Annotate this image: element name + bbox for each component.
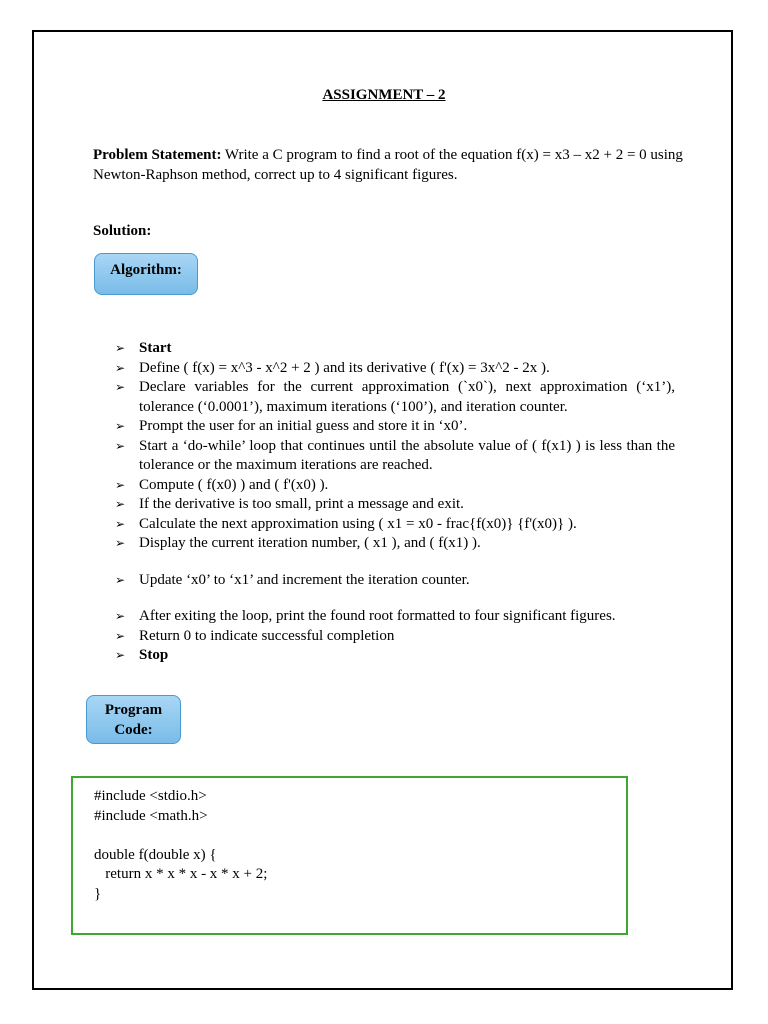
algorithm-step (115, 534, 675, 554)
algorithm-step (115, 417, 675, 437)
algorithm-step-text: Prompt the user for an initial guess and store it in ‘x0’. (139, 418, 468, 434)
arrow-bullet-icon: ➢ (115, 497, 126, 511)
algorithm-step-text: Display the current iteration number, ( x1 ), and ( f(x1) ). (139, 535, 481, 551)
problem-statement-text: Write a C program to find a root of the equation f(x) = x3 – x2 + 2 = 0 using Newton-Raphson method, correct up to 4 significant figures. (93, 147, 683, 183)
algorithm-step (115, 378, 675, 417)
algorithm-step (115, 476, 675, 496)
code-block (71, 776, 628, 935)
arrow-bullet-icon: ➢ (115, 628, 126, 643)
code-line (94, 826, 626, 846)
algorithm-step-text: Start a ‘do-while’ loop that continues until the absolute value of ( f(x1) ) is less than the tolerance or the maximum iterations are reached. (139, 437, 675, 473)
arrow-bullet-icon: ➢ (115, 572, 126, 587)
algorithm-step-text: Calculate the next approximation using ( x1 = x0 - frac{f(x0)} {f'(x0)} ). (139, 515, 577, 532)
arrow-bullet-icon: ➢ (115, 648, 126, 662)
code-line: } (94, 885, 102, 902)
code-line: #include <math.h> (94, 807, 208, 824)
arrow-bullet-icon: ➢ (115, 609, 126, 623)
algorithm-step (115, 571, 675, 591)
algorithm-step (115, 646, 675, 666)
code-line: #include <stdio.h> (94, 788, 207, 804)
algorithm-step-text: If the derivative is too small, print a message and exit. (139, 496, 464, 512)
arrow-bullet-icon: ➢ (115, 438, 126, 453)
algorithm-step (115, 339, 675, 359)
arrow-bullet-icon: ➢ (115, 536, 126, 550)
algorithm-step-text: Stop (139, 647, 169, 663)
algorithm-step-text: Start (139, 340, 172, 356)
algorithm-step (115, 515, 675, 535)
algorithm-step-text: Define ( f(x) = x^3 - x^2 + 2 ) and its derivative ( f'(x) = 3x^2 - 2x ). (139, 359, 550, 376)
arrow-bullet-icon: ➢ (115, 477, 126, 492)
algorithm-label-box (94, 253, 198, 295)
program-code-label-line: Program (104, 701, 163, 718)
arrow-bullet-icon: ➢ (115, 380, 126, 394)
program-code-label (105, 700, 162, 740)
code-line: return x * x * x - x * x + 2; (94, 866, 268, 882)
code-line: double f(double x) { (94, 846, 217, 863)
assignment-title: ASSIGNMENT – 2 (322, 87, 446, 103)
arrow-bullet-icon: ➢ (115, 341, 126, 355)
program-code-label-line: Code: (114, 721, 153, 738)
algorithm-step-text: After exiting the loop, print the found root formatted to four significant figures. (139, 608, 616, 624)
program-code-label-box (86, 695, 181, 744)
algorithm-step-text: Declare variables for the current approximation (`x0`), next approximation (‘x1’), tolerance (‘0.0001’), maximum iterations (‘100’), and iteration counter. (139, 379, 675, 415)
algorithm-step (115, 437, 675, 476)
arrow-bullet-icon: ➢ (115, 360, 126, 375)
algorithm-step (115, 495, 675, 515)
algorithm-step-text: Return 0 to indicate successful completion (139, 627, 395, 644)
algorithm-step (115, 607, 675, 627)
algorithm-steps-list (115, 339, 675, 666)
algorithm-step-text: Compute ( f(x0) ) and ( f'(x0) ). (139, 476, 329, 493)
algorithm-label: Algorithm: (110, 262, 182, 278)
problem-statement-label: Problem Statement: (93, 147, 222, 163)
solution-label: Solution: (93, 223, 152, 239)
arrow-bullet-icon: ➢ (115, 516, 126, 531)
algorithm-step (115, 627, 675, 647)
problem-statement (93, 145, 693, 185)
algorithm-step (115, 359, 675, 379)
arrow-bullet-icon: ➢ (115, 419, 126, 433)
algorithm-step-text: Update ‘x0’ to ‘x1’ and increment the iteration counter. (139, 571, 470, 588)
